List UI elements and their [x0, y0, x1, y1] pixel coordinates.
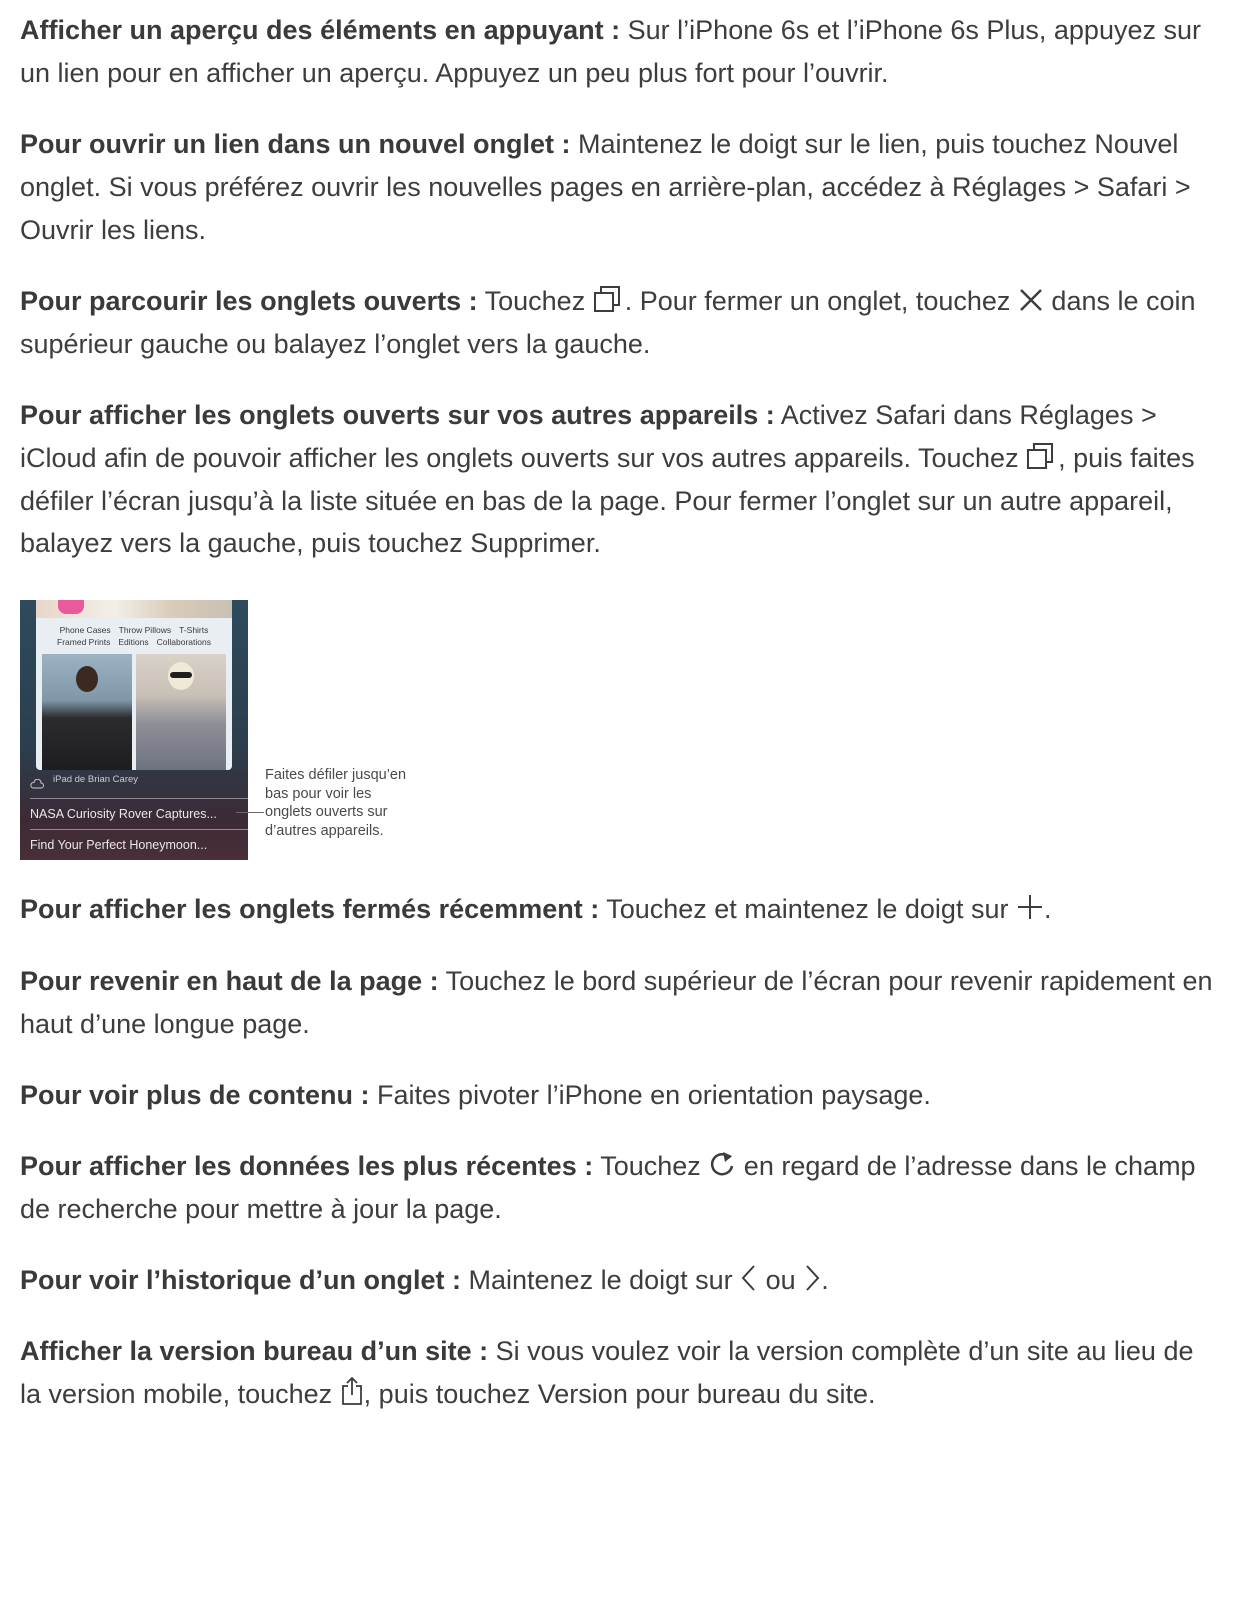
paragraph-text: ou — [758, 1265, 804, 1295]
paragraph-text: . Pour fermer un onglet, touchez — [624, 286, 1018, 316]
model-head — [76, 666, 98, 692]
paragraph-heading: Pour revenir en haut de la page : — [20, 966, 439, 996]
paragraph-history — [20, 1259, 1220, 1302]
paragraph-heading: Afficher un aperçu des éléments en appuyant : — [20, 15, 621, 45]
paragraph-scroll-top — [20, 960, 1220, 1046]
paragraph-text: , puis touchez Version pour bureau du site. — [363, 1378, 876, 1409]
nav-item: Collaborations — [156, 637, 211, 647]
paragraph-text: dans le coin supérieur gauche ou balayez l’onglet vers la gauche. — [20, 286, 1196, 359]
callout-leader-line — [236, 812, 264, 813]
paragraph-heading: Pour afficher les onglets fermés récemment : — [20, 894, 600, 924]
tabs-icon — [1026, 442, 1058, 470]
paragraph-heading: Pour afficher les données les plus récentes : — [20, 1151, 594, 1181]
sunglasses — [170, 672, 192, 678]
paragraph-recent-tabs — [20, 888, 1220, 931]
paragraph-heading: Pour voir l’historique d’un onglet : — [20, 1265, 461, 1295]
paragraph-heading: Pour ouvrir un lien dans un nouvel onglet : — [20, 129, 571, 159]
forward-chevron-icon — [803, 1264, 821, 1292]
paragraph-heading: Pour voir plus de contenu : — [20, 1080, 370, 1110]
paragraph-text: Touchez — [477, 286, 593, 316]
paragraph-heading: Afficher la version bureau d’un site : — [20, 1336, 489, 1366]
paragraph-text: Touchez — [593, 1151, 709, 1181]
cloud-icon — [30, 776, 44, 794]
paragraph-heading: Pour parcourir les onglets ouverts : — [20, 286, 478, 316]
paragraph-text: Activez Safari dans Réglages > iCloud afin de pouvoir afficher les onglets ouverts sur vos autres appareils. Touchez — [20, 400, 1157, 473]
paragraph-text: , puis faites défiler l’écran jusqu’à la liste située en bas de la page. Pour fermer l’onglet sur un autre appareil, balayez vers la gauche, puis touchez Supprimer. — [20, 442, 1195, 559]
divider — [30, 798, 248, 799]
paragraph-text: Maintenez le doigt sur — [461, 1265, 741, 1295]
paragraph-new-tab — [20, 123, 1220, 251]
paragraph-other-devices — [20, 394, 1220, 565]
paragraph-browse-tabs — [20, 280, 1220, 366]
paragraph-desktop-site — [20, 1330, 1220, 1416]
nav-item: T-Shirts — [179, 625, 209, 635]
paragraph-text: . — [1043, 894, 1052, 924]
paragraph-text: . — [821, 1265, 829, 1295]
shop-nav — [36, 624, 232, 648]
safari-tabs-screenshot — [20, 600, 248, 860]
back-chevron-icon — [740, 1264, 758, 1292]
nav-item: Throw Pillows — [118, 625, 172, 635]
plus-icon — [1016, 893, 1044, 921]
model-photo-left — [42, 654, 132, 770]
paragraph-text: Maintenez le doigt sur le lien, puis touchez Nouvel onglet. Si vous préférez ouvrir les nouvelles pages en arrière-plan, accédez à Réglages > Safari > Ouvrir les liens. — [20, 129, 1191, 245]
close-icon — [1018, 287, 1044, 313]
paragraph-heading: Pour afficher les onglets ouverts sur vos autres appareils : — [20, 400, 775, 430]
nav-item: Editions — [118, 637, 149, 647]
remote-tab-item[interactable]: Find Your Perfect Honeymoon... — [30, 838, 208, 852]
share-icon — [340, 1376, 364, 1406]
paragraph-text: Si vous voulez voir la version complète d’un site au lieu de la version mobile, touchez — [20, 1336, 1194, 1409]
reload-icon — [708, 1150, 736, 1178]
pink-mug — [58, 600, 84, 614]
paragraph-preview — [20, 9, 1220, 95]
remote-tab-item[interactable]: NASA Curiosity Rover Captures... — [30, 807, 217, 821]
nav-item: Framed Prints — [57, 637, 111, 647]
web-page-card — [36, 600, 232, 770]
paragraph-text: Touchez le bord supérieur de l’écran pour revenir rapidement en haut d’une longue page. — [20, 966, 1213, 1039]
paragraph-landscape — [20, 1074, 1220, 1117]
nav-item: Phone Cases — [59, 625, 111, 635]
model-photo-right — [136, 654, 226, 770]
device-label: iPad de Brian Carey — [53, 774, 139, 785]
tabs-icon — [593, 285, 625, 313]
paragraph-text: Sur l’iPhone 6s et l’iPhone 6s Plus, appuyez sur un lien pour en afficher un aperçu. Appuyez un peu plus fort pour l’ouvrir. — [20, 15, 1201, 88]
paragraph-text: en regard de l’adresse dans le champ de recherche pour mettre à jour la page. — [20, 1151, 1196, 1224]
paragraph-reload — [20, 1145, 1220, 1231]
divider — [30, 829, 248, 830]
figure-callout: Faites défiler jusqu’en bas pour voir les onglets ouverts sur d’autres appareils. — [265, 767, 407, 839]
paragraph-text: Faites pivoter l’iPhone en orientation paysage. — [369, 1080, 931, 1110]
paragraph-text: Touchez et maintenez le doigt sur — [599, 894, 1016, 924]
